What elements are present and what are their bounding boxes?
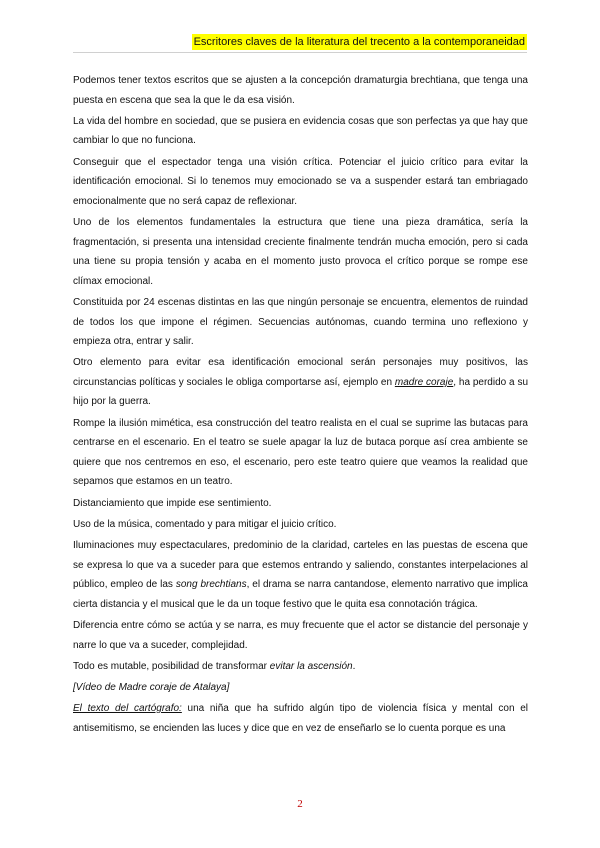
song-brechtians-term: song brechtians [175,579,247,591]
running-header [192,34,527,50]
document-body [73,71,528,740]
madre-coraje-reference: madre coraje [394,376,454,388]
paragraph-2: La vida del hombre en sociedad, que se pusiera en evidencia cosas que son perfectas ya que hay que cambiar lo que no funciona. [73,115,528,147]
video-note: [Vídeo de Madre coraje de Atalaya] [73,681,230,693]
paragraph-3: Conseguir que el espectador tenga una visión crítica. Potenciar el juicio crítico para evitar la identificación emocional. Si lo tenemos muy emocionado se va a suspender estará tan embriagado emocionalmente que no será capaz de reflexionar. [73,156,528,207]
paragraph-13-text: una niña que ha sufrido algún tipo de violencia física y mental con el antisemitismo, se encienden las luces y dice que en vez de enseñarlo se lo cuenta porque es una [73,703,528,734]
paragraph-4: Uno de los elementos fundamentales la estructura que tiene una pieza dramática, sería la fragmentación, si presenta una intensidad creciente finalmente tendrán mucha emoción, pero si cada una tiene su propia tensión y acaba en el momento justo provoca el crítico porque se rompe ese clímax emocional. [73,216,528,287]
paragraph-10-text-end: , el drama se narra cantandose, elemento narrativo que implica cierta distancia y el musical que le da un toque festivo que le quita esa connotación trágica. [73,579,528,610]
paragraph-1: Podemos tener textos escritos que se ajusten a la concepción dramaturgia brechtiana, que tenga una puesta en escena que sea la que le da esa visión. [73,75,528,106]
paragraph-12-text-end: . [352,660,356,672]
paragraph-9: Uso de la música, comentado y para mitigar el juicio crítico. [73,518,337,530]
header-divider [73,52,527,53]
paragraph-6 [73,353,528,412]
header-title: Escritores claves de la literatura del trecento a la contemporaneidad [193,36,525,48]
evitar-ascension-term: evitar la ascensión [269,660,353,672]
paragraph-5: Constituida por 24 escenas distintas en las que ningún personaje se encuentra, elementos de ruindad de todos los que impone el régimen. Secuencias autónomas, cuando termina uno reflexiono y empieza otra, entrar y salir. [73,296,528,348]
paragraph-10 [73,536,528,614]
paragraph-12 [73,657,528,677]
paragraph-8: Distanciamiento que impide ese sentimiento. [73,497,272,509]
paragraph-6-text-end: , ha perdido a su hijo por la guerra. [73,376,529,408]
texto-cartografo-label: El texto del cartógrafo: [73,703,182,715]
page-number: 2 [297,798,303,810]
paragraph-7: Rompe la ilusión mimética, esa construcción del teatro realista en el cual se suprime las butacas para centrarse en el escenario. En el teatro se suele apagar la luz de butaca porque así crea ambiente se quiere que nos centremos en eso, el escenario, pero este teatro quiere que veamos la realidad que sepamos que estamos en un teatro. [73,417,528,488]
paragraph-13 [73,699,528,738]
paragraph-12-text-start: Todo es mutable, posibilidad de transformar [73,660,270,672]
paragraph-10-text-start: Iluminaciones muy espectaculares, predominio de la claridad, carteles en las puestas de escena que se expresa lo que va a suceder para que estemos entrando y saliendo, constantes interpelaciones al público, empleo de las [73,540,528,591]
paragraph-6-text-start: Otro elemento para evitar esa identificación emocional serán personajes muy positivos, las circunstancias políticas y sociales le obliga comportarse así, ejemplo en [73,357,528,388]
paragraph-11: Diferencia entre cómo se actúa y se narra, es muy frecuente que el actor se distancie del personaje y narre lo que va a suceder, complejidad. [73,619,528,651]
